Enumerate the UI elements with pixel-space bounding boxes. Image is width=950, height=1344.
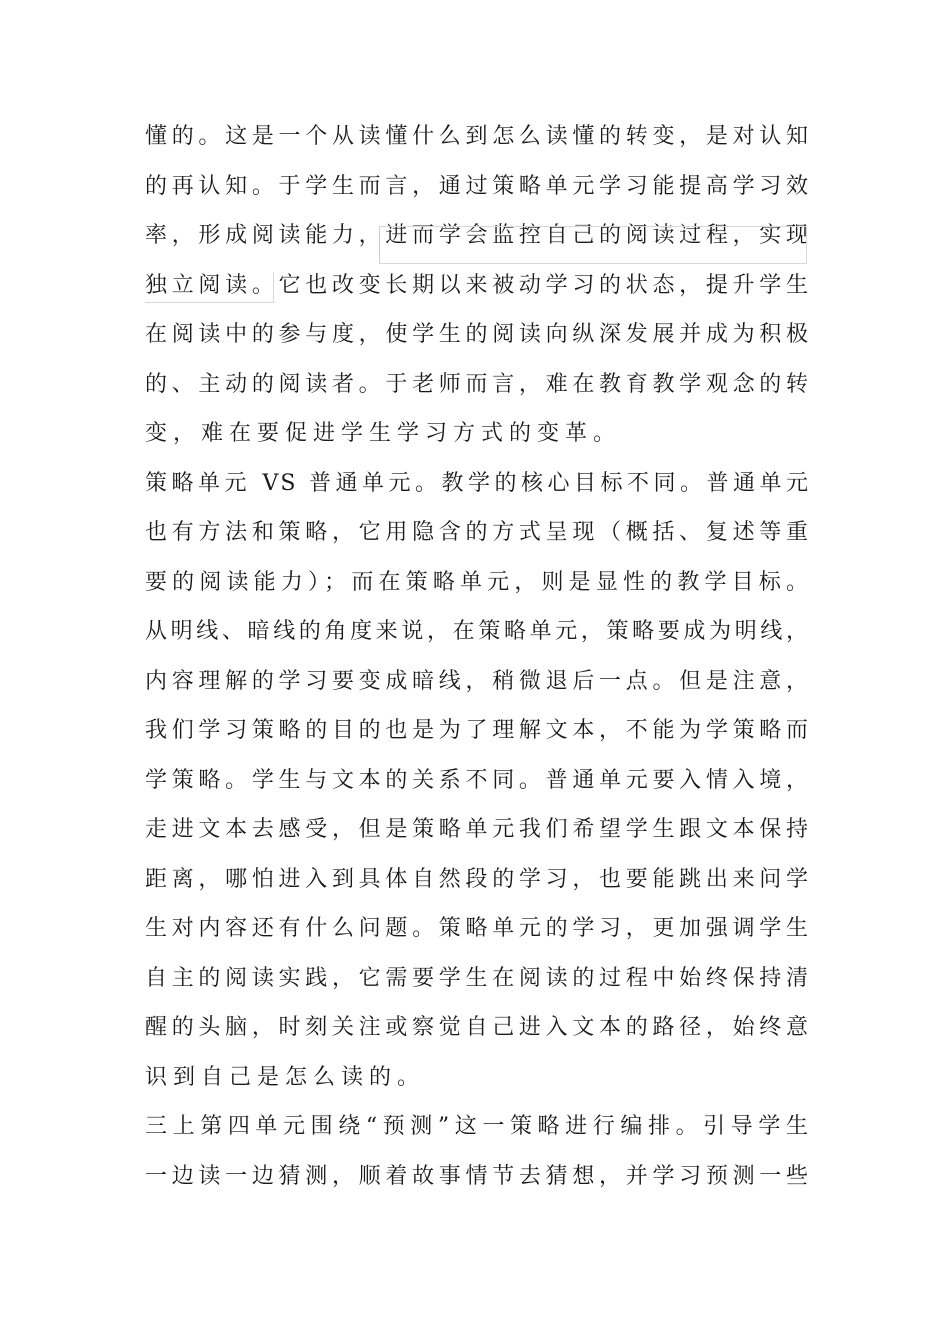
text-line: 醒的头脑，时刻关注或察觉自己进入文本的路径，始终意 — [145, 1015, 810, 1040]
text-line: 策略单元 VS 普通单元。教学的核心目标不同。普通单元 — [145, 470, 810, 496]
text-line: 距离，哪怕进入到具体自然段的学习，也要能跳出来问学 — [145, 866, 810, 892]
text-line: 独立阅读。它也改变长期以来被动学习的状态，提升学生 — [145, 272, 810, 298]
text-line: 也有方法和策略，它用隐含的方式呈现（概括、复述等重 — [145, 520, 810, 545]
text-line: 识到自己是怎么读的。 — [145, 1064, 426, 1090]
text-line: 我们学习策略的目的也是为了理解文本，不能为学策略而 — [145, 718, 810, 743]
text-line: 的、主动的阅读者。于老师而言，难在教育教学观念的转 — [145, 371, 810, 397]
body-text — [145, 112, 810, 1201]
text-line: 率，形成阅读能力，进而学会监控自己的阅读过程，实现 — [145, 223, 810, 248]
text-line: 的再认知。于学生而言，通过策略单元学习能提高学习效 — [145, 173, 810, 199]
text-line: 走进文本去感受，但是策略单元我们希望学生跟文本保持 — [145, 817, 810, 842]
text-line: 在阅读中的参与度，使学生的阅读向纵深发展并成为积极 — [145, 322, 810, 347]
text-line: 三上第四单元围绕“预测”这一策略进行编排。引导学生 — [145, 1114, 810, 1139]
text-line: 从明线、暗线的角度来说，在策略单元，策略要成为明线， — [145, 619, 810, 644]
text-line: 一边读一边猜测，顺着故事情节去猜想，并学习预测一些 — [145, 1163, 810, 1189]
text-line: 自主的阅读实践，它需要学生在阅读的过程中始终保持清 — [145, 965, 810, 991]
text-line: 学策略。学生与文本的关系不同。普通单元要入情入境， — [145, 767, 810, 793]
text-line: 懂的。这是一个从读懂什么到怎么读懂的转变，是对认知 — [145, 124, 810, 149]
text-line: 内容理解的学习要变成暗线，稍微退后一点。但是注意， — [145, 668, 810, 694]
text-line: 要的阅读能力）；而在策略单元，则是显性的教学目标。 — [145, 569, 810, 595]
text-line: 生对内容还有什么问题。策略单元的学习，更加强调学生 — [145, 916, 810, 941]
text-line: 变，难在要促进学生学习方式的变革。 — [145, 421, 622, 446]
